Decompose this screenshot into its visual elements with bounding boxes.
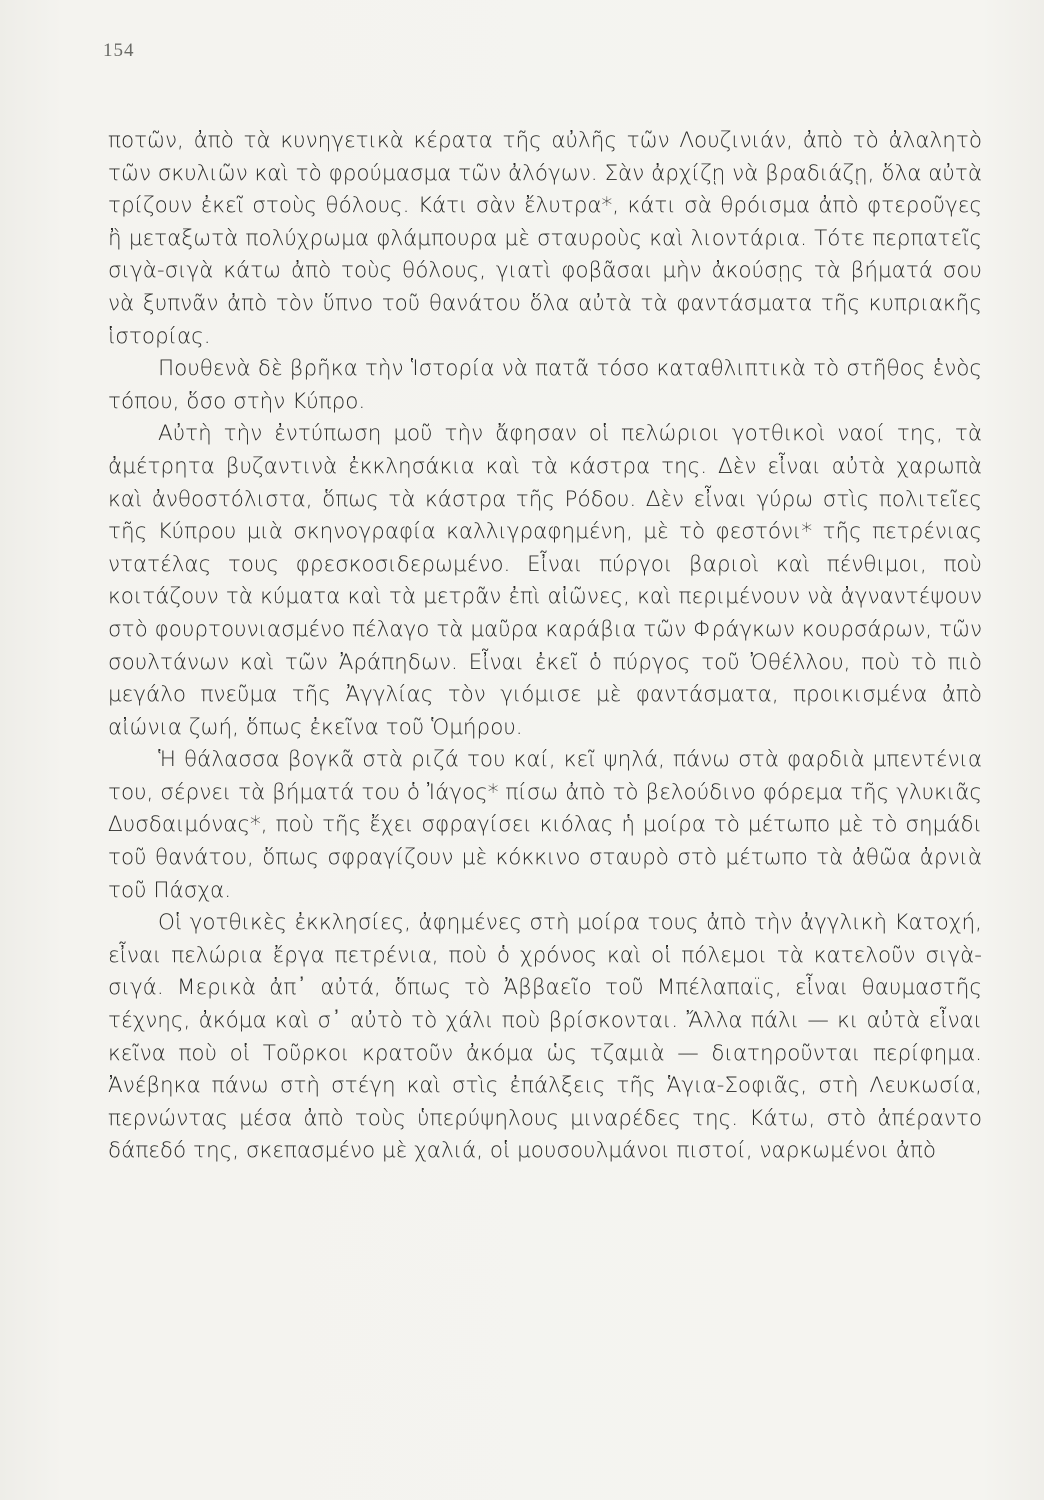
paragraph-3: Αὐτὴ τὴν ἐντύπωση μοῦ τὴν ἄφησαν οἱ πελώριοι γοτθικοὶ ναοί της, τὰ ἀμέτρητα βυζαντινὰ ἐκκλησάκια καὶ τὰ κάστρα της. Δὲν εἶναι αὐτὰ χαρωπὰ καὶ ἀνθοστόλιστα, ὅπως τὰ κάστρα τῆς Ρόδου. Δὲν εἶναι γύρω στὶς πολιτεῖες τῆς Κύπρου μιὰ σκηνογραφία καλλιγραφημένη, μὲ τὸ φεστόνι* τῆς πετρένιας ντατέλας τους φρεσκοσιδερωμένο. Εἶναι πύργοι βαριοὶ καὶ πένθιμοι, ποὺ κοιτάζουν τὰ κύματα καὶ τὰ μετρᾶν ἐπὶ αἰῶνες, καὶ περιμένουν νὰ ἀγναντέψουν στὸ φουρτουνιασμένο πέλαγο τὰ μαῦρα καράβια τῶν Φράγκων κουρσάρων, τῶν σουλτάνων καὶ τῶν Ἀράπηδων. Εἶναι ἐκεῖ ὁ πύργος τοῦ Ὀθέλλου, ποὺ τὸ πιὸ μεγάλο πνεῦμα τῆς Ἀγγλίας τὸν γιόμισε μὲ φαντάσματα, προικισμένα ἀπὸ αἰώνια ζωή, ὅπως ἐκεῖνα τοῦ Ὁμήρου. xyxy=(108,421,982,740)
page-number: 154 xyxy=(103,40,135,61)
paragraph-4: Ἡ θάλασσα βογκᾶ στὰ ριζά του καί, κεῖ ψηλά, πάνω στὰ φαρδιὰ μπεντένια του, σέρνει τὰ βήματά του ὁ Ἰάγος* πίσω ἀπὸ τὸ βελούδινο φόρεμα τῆς γλυκιᾶς Δυσδαιμόνας*, ποὺ τῆς ἔχει σφραγίσει κιόλας ἡ μοίρα τὸ μέτωπο μὲ τὸ σημάδι τοῦ θανάτου, ὅπως σφραγίζουν μὲ κόκκινο σταυρὸ στὸ μέτωπο τὰ ἀθῶα ἀρνιὰ τοῦ Πάσχα. xyxy=(108,747,982,903)
paragraph-2: Πουθενὰ δὲ βρῆκα τὴν Ἱστορία νὰ πατᾶ τόσο καταθλιπτικὰ τὸ στῆθος ἑνὸς τόπου, ὅσο στὴν Κύπρο. xyxy=(108,356,982,414)
body-text xyxy=(108,125,982,1168)
paragraph-5: Οἱ γοτθικὲς ἐκκλησίες, ἀφημένες στὴ μοίρα τους ἀπὸ τὴν ἀγγλικὴ Κατοχή, εἶναι πελώρια ἔργα πετρένια, ποὺ ὁ χρόνος καὶ οἱ πόλεμοι τὰ κατελοῦν σιγὰ-σιγά. Μερικὰ ἀπ᾽ αὐτά, ὅπως τὸ Ἀββαεῖο τοῦ Μπέλαπαϊς, εἶναι θαυμαστῆς τέχνης, ἀκόμα καὶ σ᾽ αὐτὸ τὸ χάλι ποὺ βρίσκονται. Ἄλλα πάλι — κι αὐτὰ εἶναι κεῖνα ποὺ οἱ Τοῦρκοι κρατοῦν ἀκόμα ὡς τζαμιὰ — διατηροῦνται περίφημα. Ἀνέβηκα πάνω στὴ στέγη καὶ στὶς ἐπάλξεις τῆς Ἁγια-Σοφιᾶς, στὴ Λευκωσία, περνώντας μέσα ἀπὸ τοὺς ὑπερύψηλους μιναρέδες της. Κάτω, στὸ ἀπέραντο δάπεδό της, σκεπασμένο μὲ χαλιά, οἱ μουσουλμάνοι πιστοί, ναρκωμένοι ἀπὸ xyxy=(108,910,982,1164)
paragraph-1: ποτῶν, ἀπὸ τὰ κυνηγετικὰ κέρατα τῆς αὐλῆς τῶν Λουζινιάν, ἀπὸ τὸ ἀλαλητὸ τῶν σκυλιῶν καὶ τὸ φρούμασμα τῶν ἀλόγων. Σὰν ἀρχίζῃ νὰ βραδιάζῃ, ὅλα αὐτὰ τρίζουν ἐκεῖ στοὺς θόλους. Κάτι σὰν ἔλυτρα*, κάτι σὰ θρόισμα ἀπὸ φτεροῦγες ἢ μεταξωτὰ πολύχρωμα φλάμπουρα μὲ σταυροὺς καὶ λιοντάρια. Τότε περπατεῖς σιγὰ-σιγὰ κάτω ἀπὸ τοὺς θόλους, γιατὶ φοβᾶσαι μὴν ἀκούσῃς τὰ βήματά σου νὰ ξυπνᾶν ἀπὸ τὸν ὕπνο τοῦ θανάτου ὅλα αὐτὰ τὰ φαντάσματα τῆς κυπριακῆς ἱστορίας. xyxy=(108,128,982,349)
